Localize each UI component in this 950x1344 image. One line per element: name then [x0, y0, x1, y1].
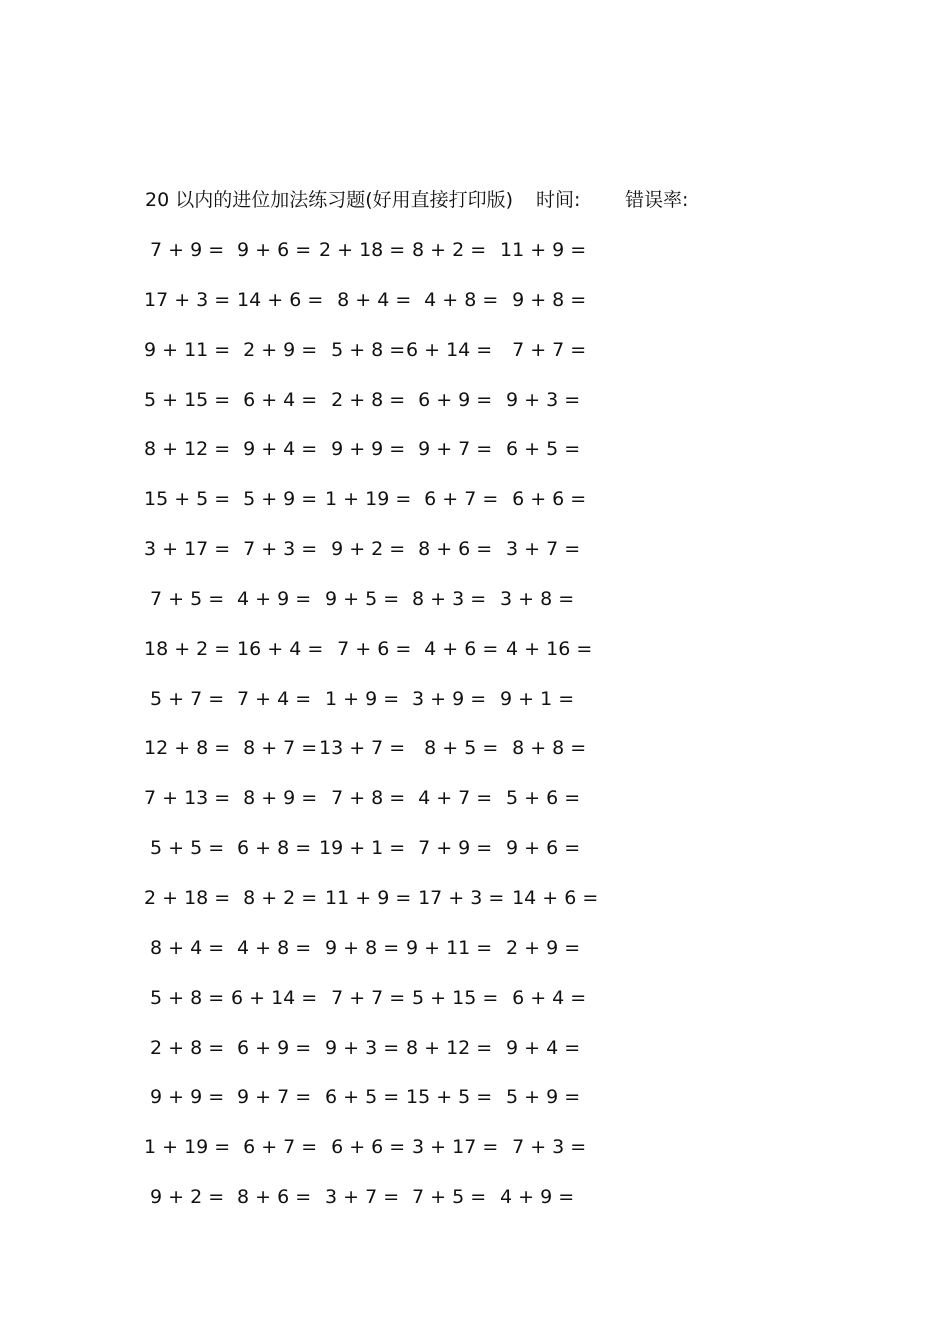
problem-row: [0, 286, 950, 336]
addition-problem: 1 + 9 =: [319, 687, 400, 710]
addition-problem: 15 + 5 =: [144, 488, 231, 511]
addition-problem: 6 + 14 =: [231, 986, 318, 1009]
addition-problem: 4 + 6 =: [406, 637, 499, 660]
addition-problem: 5 + 6 =: [500, 787, 581, 810]
addition-problem: 7 + 7 =: [500, 338, 587, 361]
addition-problem: 1 + 19 =: [144, 1136, 231, 1159]
addition-problem: 6 + 6 =: [500, 488, 587, 511]
addition-problem: 5 + 15 =: [144, 388, 231, 411]
addition-problem: 9 + 8 =: [500, 288, 587, 311]
addition-problem: 7 + 9 =: [144, 239, 225, 261]
addition-problem: 8 + 8 =: [500, 737, 587, 760]
addition-problem: 4 + 8 =: [231, 936, 312, 959]
addition-problem: 7 + 3 =: [500, 1136, 587, 1159]
addition-problem: 5 + 9 =: [500, 1086, 581, 1109]
addition-problem: 9 + 3 =: [500, 388, 581, 411]
addition-problem: 8 + 12 =: [406, 1036, 493, 1059]
addition-problem: 9 + 1 =: [500, 687, 575, 710]
addition-problem: 6 + 14 =: [406, 338, 493, 361]
addition-problem: 4 + 9 =: [231, 587, 312, 610]
addition-problem: 9 + 9 =: [144, 1086, 225, 1109]
addition-problem: 7 + 9 =: [406, 837, 493, 860]
problem-row: [0, 535, 950, 585]
addition-problem: 16 + 4 =: [231, 637, 324, 660]
problem-row: [0, 585, 950, 635]
addition-problem: 8 + 3 =: [406, 587, 487, 610]
addition-problem: 9 + 4 =: [500, 1036, 581, 1059]
addition-problem: 6 + 5 =: [500, 438, 581, 461]
addition-problem: 3 + 9 =: [406, 687, 487, 710]
addition-problem: 7 + 8 =: [319, 787, 406, 810]
problem-row: [0, 784, 950, 834]
addition-problem: 5 + 9 =: [231, 488, 318, 511]
problem-row: [0, 485, 950, 535]
addition-problem: 5 + 5 =: [144, 837, 225, 860]
problem-row: [0, 635, 950, 685]
addition-problem: 7 + 3 =: [231, 538, 318, 561]
addition-problem: 8 + 2 =: [406, 239, 487, 261]
problem-row: [0, 984, 950, 1034]
addition-problem: 17 + 3 =: [406, 886, 505, 909]
addition-problem: 5 + 7 =: [144, 687, 225, 710]
problem-row: [0, 386, 950, 436]
addition-problem: 8 + 6 =: [231, 1186, 312, 1209]
problem-row: [0, 1034, 950, 1084]
addition-problem: 3 + 17 =: [406, 1136, 499, 1159]
addition-problem: 14 + 6 =: [231, 288, 324, 311]
addition-problem: 3 + 7 =: [500, 538, 581, 561]
addition-problem: 9 + 2 =: [144, 1186, 225, 1209]
addition-problem: 6 + 9 =: [406, 388, 493, 411]
addition-problem: 9 + 8 =: [319, 936, 400, 959]
addition-problem: 9 + 6 =: [500, 837, 581, 860]
addition-problem: 3 + 7 =: [319, 1186, 400, 1209]
addition-problem: 12 + 8 =: [144, 737, 231, 760]
addition-problem: 3 + 8 =: [500, 587, 575, 610]
addition-problem: 8 + 9 =: [231, 787, 318, 810]
addition-problem: 7 + 4 =: [231, 687, 312, 710]
addition-problem: 7 + 5 =: [144, 587, 225, 610]
addition-problem: 9 + 2 =: [319, 538, 406, 561]
addition-problem: 5 + 15 =: [406, 986, 499, 1009]
addition-problem: 9 + 7 =: [231, 1086, 312, 1109]
problem-row: [0, 934, 950, 984]
error-rate-label: 错误率:: [625, 189, 689, 211]
problem-row: [0, 685, 950, 735]
addition-problem: 17 + 3 =: [144, 288, 231, 311]
addition-problem: 9 + 9 =: [319, 438, 406, 461]
addition-problem: 9 + 6 =: [231, 239, 312, 261]
addition-problem: 6 + 7 =: [231, 1136, 318, 1159]
addition-problem: 7 + 6 =: [319, 637, 412, 660]
problem-row: [0, 435, 950, 485]
addition-problem: 7 + 5 =: [406, 1186, 487, 1209]
addition-problem: 2 + 9 =: [231, 338, 318, 361]
addition-problem: 9 + 7 =: [406, 438, 493, 461]
addition-problem: 9 + 11 =: [406, 936, 493, 959]
addition-problem: 8 + 7 =: [231, 737, 318, 760]
problem-row: [0, 1083, 950, 1133]
problem-row: [0, 834, 950, 884]
addition-problem: 19 + 1 =: [319, 837, 406, 860]
addition-problem: 4 + 7 =: [406, 787, 493, 810]
problem-row: [0, 884, 950, 934]
addition-problem: 18 + 2 =: [144, 637, 231, 660]
addition-problem: 6 + 7 =: [406, 488, 499, 511]
addition-problem: 8 + 12 =: [144, 438, 231, 461]
addition-problem: 8 + 6 =: [406, 538, 493, 561]
problem-row: [0, 1133, 950, 1183]
addition-problem: 1 + 19 =: [319, 488, 412, 511]
addition-problem: 14 + 6 =: [500, 886, 599, 909]
addition-problem: 7 + 7 =: [319, 986, 406, 1009]
addition-problem: 6 + 5 =: [319, 1086, 400, 1109]
addition-problem: 4 + 9 =: [500, 1186, 575, 1209]
addition-problem: 2 + 18 =: [144, 886, 231, 909]
addition-problem: 5 + 8 =: [319, 338, 406, 361]
addition-problem: 6 + 4 =: [500, 986, 587, 1009]
addition-problem: 2 + 8 =: [319, 388, 406, 411]
problem-grid: [0, 236, 950, 1233]
time-label: 时间:: [536, 189, 581, 211]
worksheet-title: 20 以内的进位加法练习题(好用直接打印版): [145, 189, 514, 211]
problem-row: [0, 336, 950, 386]
problem-row: [0, 734, 950, 784]
problem-row: [0, 236, 950, 286]
addition-problem: 15 + 5 =: [406, 1086, 493, 1109]
addition-problem: 11 + 9 =: [500, 239, 587, 261]
addition-problem: 2 + 8 =: [144, 1036, 225, 1059]
addition-problem: 6 + 9 =: [231, 1036, 312, 1059]
addition-problem: 9 + 4 =: [231, 438, 318, 461]
addition-problem: 5 + 8 =: [144, 986, 225, 1009]
addition-problem: 2 + 18 =: [319, 239, 406, 261]
addition-problem: 6 + 4 =: [231, 388, 318, 411]
addition-problem: 8 + 4 =: [319, 288, 412, 311]
addition-problem: 8 + 2 =: [231, 886, 318, 909]
addition-problem: 4 + 16 =: [500, 637, 593, 660]
addition-problem: 13 + 7 =: [319, 737, 406, 760]
problem-row: [0, 1183, 950, 1233]
addition-problem: 9 + 3 =: [319, 1036, 400, 1059]
addition-problem: 6 + 6 =: [319, 1136, 406, 1159]
addition-problem: 2 + 9 =: [500, 936, 581, 959]
addition-problem: 7 + 13 =: [144, 787, 231, 810]
addition-problem: 4 + 8 =: [406, 288, 499, 311]
addition-problem: 3 + 17 =: [144, 538, 231, 561]
addition-problem: 8 + 4 =: [144, 936, 225, 959]
addition-problem: 11 + 9 =: [319, 886, 412, 909]
addition-problem: 9 + 11 =: [144, 338, 231, 361]
addition-problem: 8 + 5 =: [406, 737, 499, 760]
addition-problem: 6 + 8 =: [231, 837, 312, 860]
addition-problem: 9 + 5 =: [319, 587, 400, 610]
